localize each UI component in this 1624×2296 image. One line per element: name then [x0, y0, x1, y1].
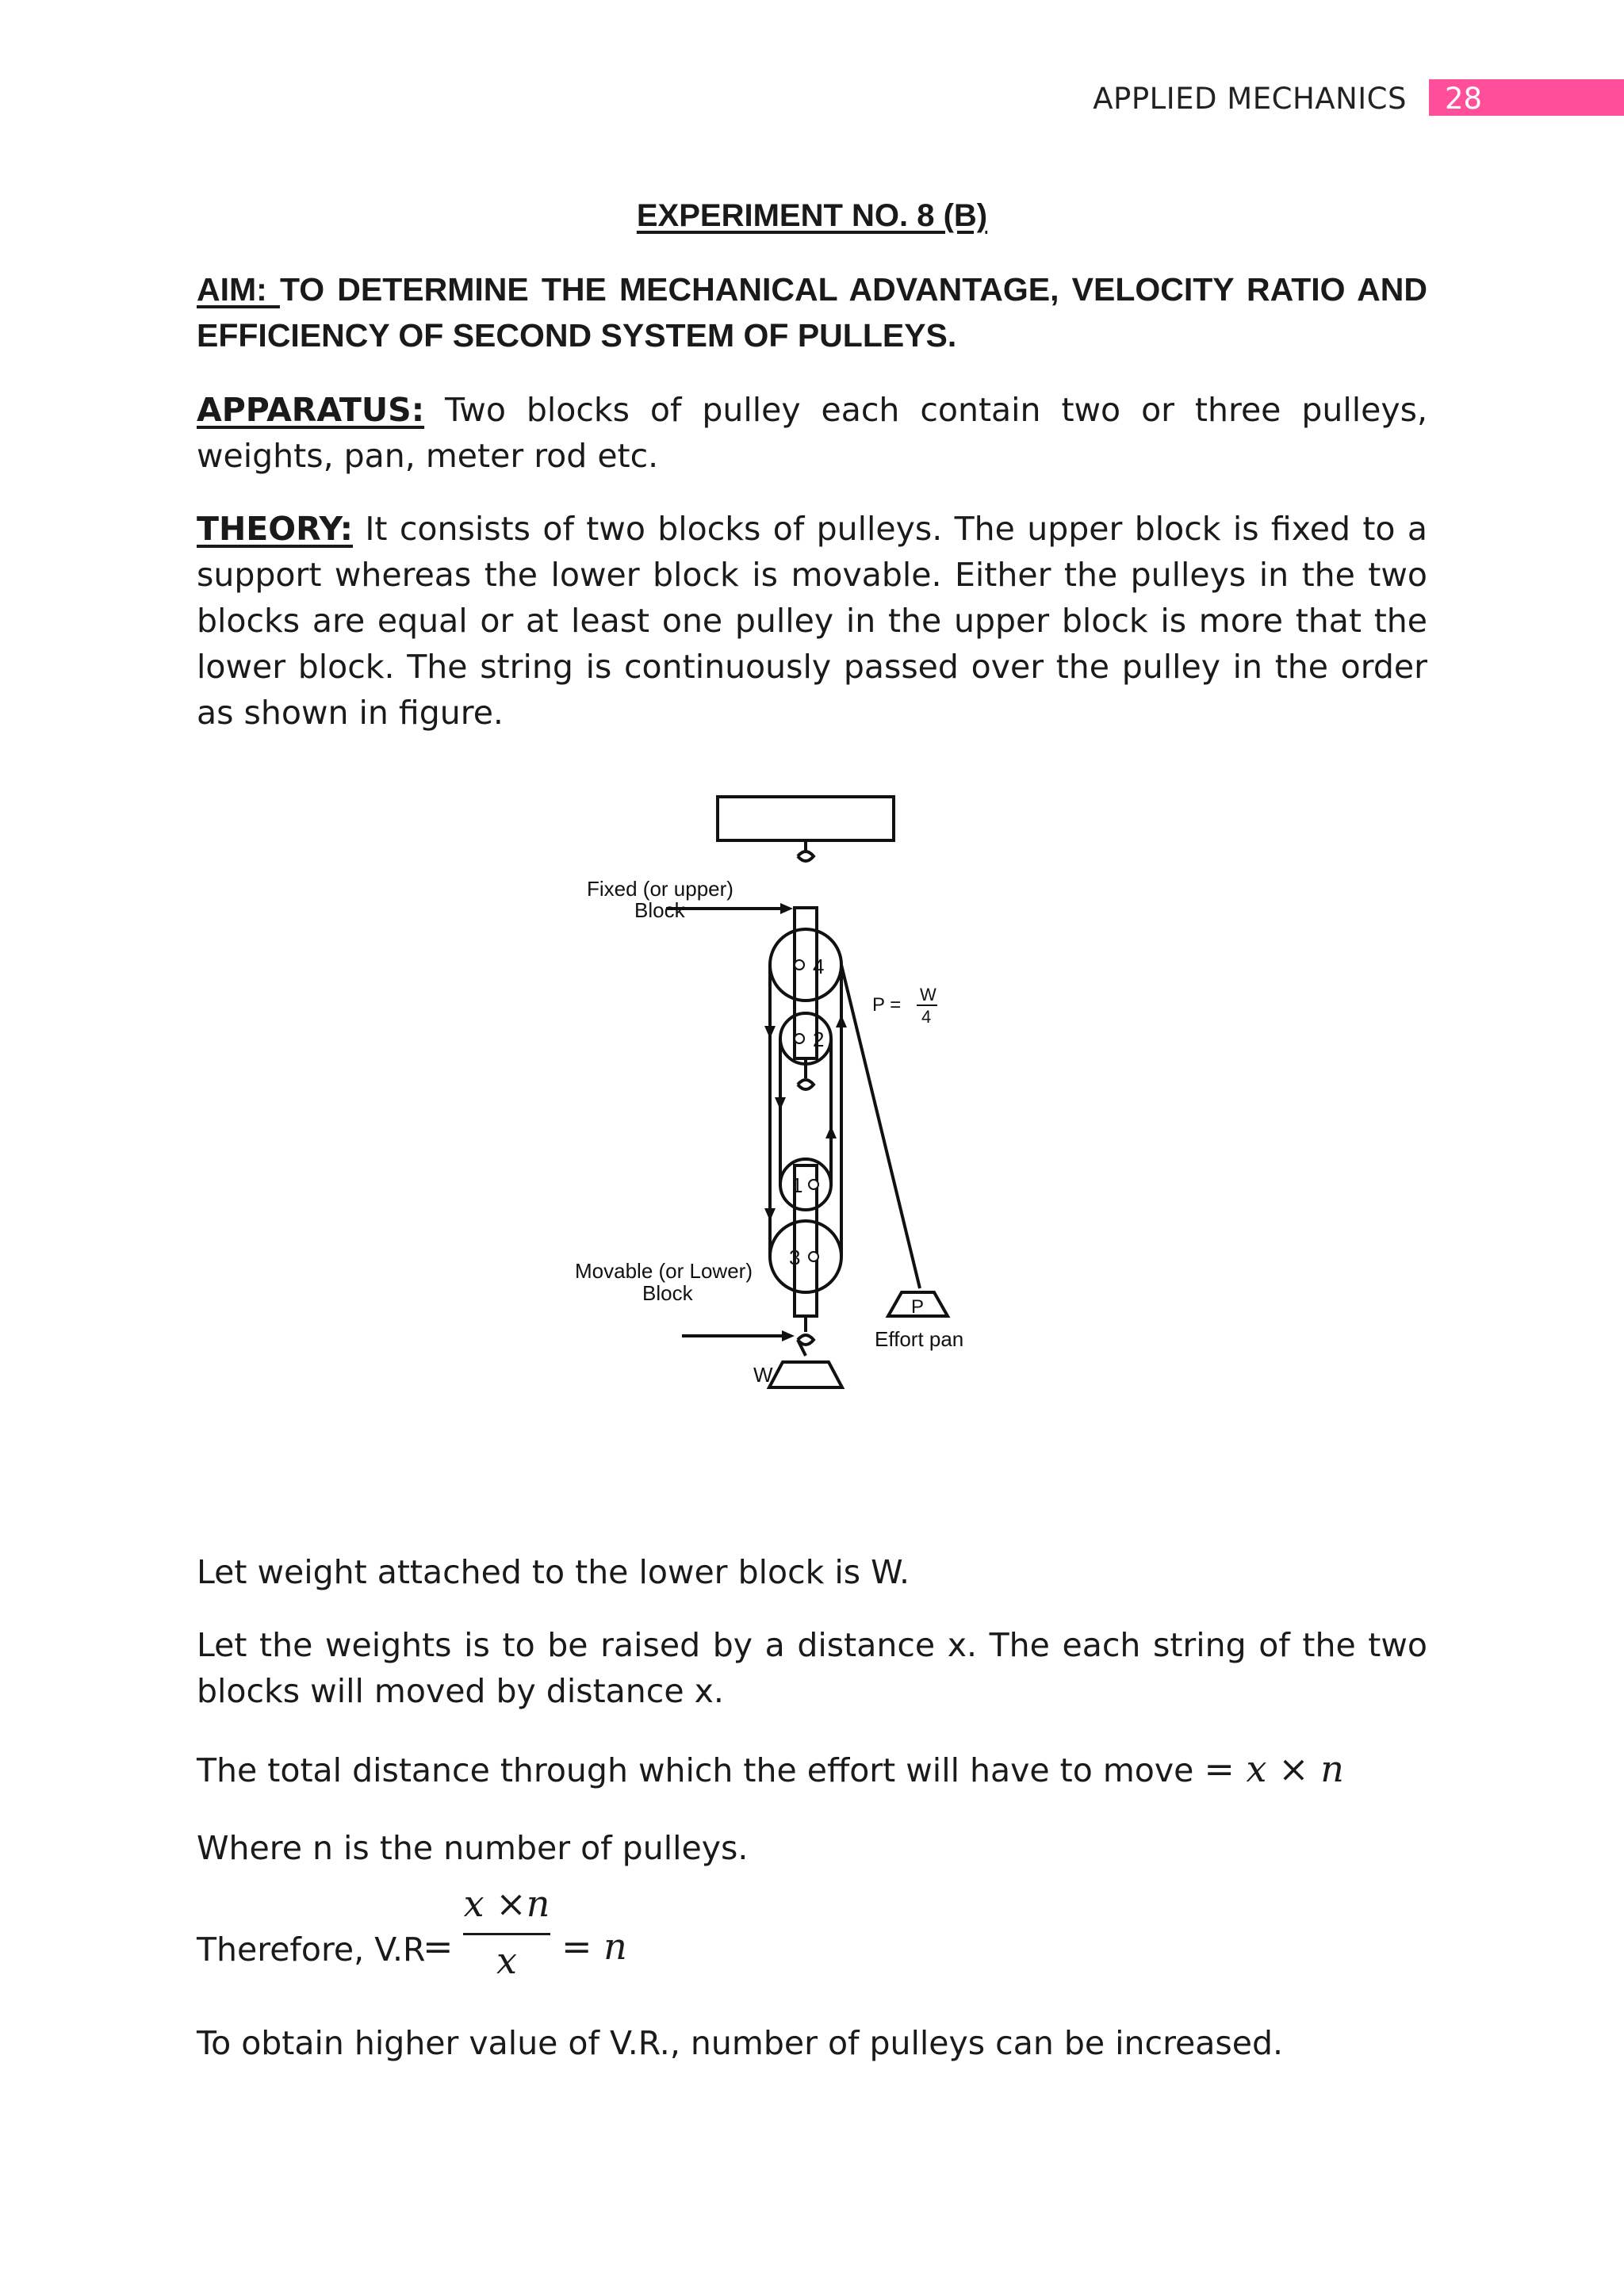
vr-equals-n: = n	[561, 1925, 627, 1968]
vr-denominator: x	[496, 1939, 517, 1982]
apparatus-text: Two blocks of pulley each contain two or three pulleys, weights, pan, meter rod etc.	[197, 391, 1427, 475]
effort-formula-label: P =	[872, 994, 902, 1016]
effort-pan-label: Effort pan	[875, 1327, 964, 1351]
theory-text: It consists of two blocks of pulleys. The upper block is fixed to a support whereas the lower block is movable. Either the pulleys in the two blocks are equal or at least one pulley in the upper block is more that the lower block. The string is continuously passed over the pulley in the order as shown in figure.	[197, 510, 1427, 732]
apparatus-label: APPARATUS:	[197, 391, 425, 429]
effort-distance-math: = x × n	[1204, 1747, 1344, 1790]
weight-pan	[769, 1362, 842, 1387]
aim-paragraph	[197, 266, 1427, 358]
pulley-label-4: 4	[813, 955, 825, 978]
vr-text: Therefore, V.R	[197, 1931, 426, 1969]
effort-pan-letter: P	[911, 1296, 925, 1318]
vr-fraction	[463, 1882, 550, 2001]
fixed-block-label-1: Fixed (or upper)	[587, 877, 733, 901]
vr-fraction-bar	[463, 1933, 550, 1935]
effort-formula-num: W	[920, 985, 936, 1004]
paragraph-weight: Let weight attached to the lower block is W.	[197, 1553, 910, 1591]
paragraph-n-definition: Where n is the number of pulleys.	[197, 1829, 749, 1867]
vr-numerator: x ×n	[463, 1882, 550, 1925]
theory-paragraph	[197, 506, 1427, 736]
movable-block-label-2: Block	[642, 1281, 693, 1305]
pulley-label-3: 3	[789, 1246, 801, 1269]
pulley-label-1: 1	[791, 1173, 803, 1197]
page-number: 28	[1445, 82, 1483, 116]
weight-letter: W	[753, 1363, 773, 1387]
velocity-ratio-equation	[197, 1882, 1427, 2001]
aim-label: AIM:	[197, 271, 280, 308]
ceiling-support	[718, 797, 894, 840]
lower-hook	[798, 1316, 814, 1356]
movable-block-label-1: Movable (or Lower)	[575, 1259, 753, 1283]
pulley-system-figure	[555, 777, 1031, 1411]
effort-distance-text: The total distance through which the effort will have to move	[197, 1751, 1205, 1789]
vr-equals-1: =	[423, 1925, 454, 1968]
fixed-block-label-2: Block	[634, 898, 685, 922]
paragraph-effort-distance	[197, 1746, 1427, 1793]
aim-text: TO DETERMINE THE MECHANICAL ADVANTAGE, VELOCITY RATIO AND EFFICIENCY OF SECOND SYSTEM OF PULLEYS.	[197, 271, 1427, 354]
pulley-label-2: 2	[813, 1027, 825, 1051]
paragraph-distance: Let the weights is to be raised by a distance x. The each string of the two blocks will moved by distance x.	[197, 1626, 1427, 1710]
paragraph-conclusion: To obtain higher value of V.R., number of pulleys can be increased.	[197, 2024, 1284, 2062]
page-number-badge	[1429, 79, 1624, 116]
theory-label: THEORY:	[197, 510, 353, 548]
experiment-title: EXPERIMENT NO. 8 (B)	[636, 198, 988, 233]
header-subject: APPLIED MECHANICS	[1093, 82, 1407, 116]
ceiling-hook	[798, 840, 814, 861]
apparatus-paragraph	[197, 387, 1427, 479]
effort-formula-den: 4	[921, 1007, 932, 1027]
